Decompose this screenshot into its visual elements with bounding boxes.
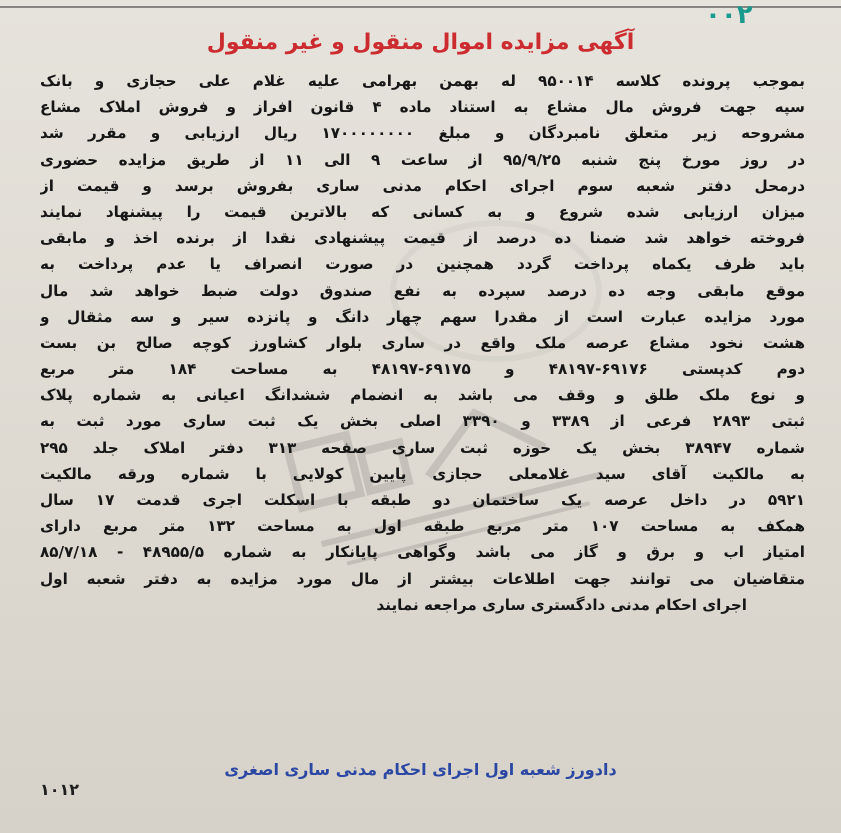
body-line: مشروحه زیر متعلق نامبردگان و مبلغ ۱۷۰۰۰۰۰۰۰۰ ریال ارزیابی و مقرر شد [40,124,805,143]
body-line: موقع مابقی وجه ده درصد سپرده به نفع صندوق دولت ضبط خواهد شد مال [40,281,805,300]
footer-code: ۱۰۱۲ [40,780,80,799]
body-line: در روز مورخ پنج شنبه ۹۵/۹/۲۵ از ساعت ۹ الی ۱۱ از طریق مزایده حضوری [40,150,805,169]
body-line: به مالکیت آقای سید غلامعلی حجازی پایین کولایی با شماره ورقه مالکیت [40,464,805,483]
body-line: متقاضیان می توانند جهت اطلاعات بیشتر از مال مورد مزایده به دفتر شعبه اول [40,569,805,588]
notice-title: آگهی مزایده اموال منقول و غیر منقول [206,30,635,55]
body-line-last: اجرای احکام مدنی دادگستری ساری مراجعه نمایند [376,595,747,614]
body-line: مورد مزایده عبارت است از مقدرا سهم چهار دانگ و پانزده سیر و سه مثقال و [40,307,805,326]
body-line: همکف به مساحت ۱۰۷ متر مربع طبقه اول به مساحت ۱۳۲ متر مربع دارای [40,517,805,536]
body-line: شماره ۳۸۹۴۷ بخش یک حوزه ثبت ساری صفحه ۳۱۳ دفتر املاک جلد ۲۹۵ [40,438,805,457]
body-line: فروخته خواهد شد ضمنا ده درصد از قیمت پیشنهادی نقدا از برنده اخذ و مابقی [40,229,805,248]
body-line: هشت نخود مشاع عرصه ملک واقع در ساری بلوار کشاورز کوچه صالح بن بست [40,333,805,352]
body-line: ثبتی ۲۸۹۳ فرعی از ۳۳۸۹ و ۳۳۹۰ اصلی بخش یک ثبت ساری مورد ثبت به [40,412,805,431]
body-line: بموجب پرونده کلاسه ۹۵۰۰۱۴ له بهمن بهرامی علیه غلام علی حجازی و بانک [40,72,805,90]
body-line: دوم کدپستی ۶۹۱۷۶-۴۸۱۹۷ و ۶۹۱۷۵-۴۸۱۹۷ به مساحت ۱۸۴ متر مربع [40,360,805,379]
body-line: درمحل دفتر شعبه سوم اجرای احکام مدنی ساری بفروش برسد و قیمت از [40,176,805,195]
body-line: امتیاز اب و برق و گاز می باشد وگواهی پایانکار به شماره ۴۸۹۵۵/۵ - ۸۵/۷/۱۸ [40,543,805,562]
body-line: باید ظرف یکماه پرداخت گردد همچنین در صورت انصراف یا عدم پرداخت به [40,255,805,274]
body-line: ۵۹۲۱ در داخل عرصه یک ساختمان دو طبقه با اسکلت اجری قدمت ۱۷ سال [40,491,805,509]
corner-tag: ۰۰۲ [705,0,753,30]
body-line: میزان ارزیابی شده شروع و به کسانی که بالاترین قیمت را پیشنهاد نمایند [40,202,805,221]
body-line: سپه جهت فروش مال مشاع به استناد ماده ۴ قانون افراز و فروش املاک مشاع [40,98,805,117]
body-line: و نوع ملک طلق و وقف می باشد به انضمام ششدانگ اعیانی به شماره پلاک [40,386,805,405]
notice-body [40,68,805,618]
signature-line: دادورز شعبه اول اجرای احکام مدنی ساری اصغری [224,760,617,779]
